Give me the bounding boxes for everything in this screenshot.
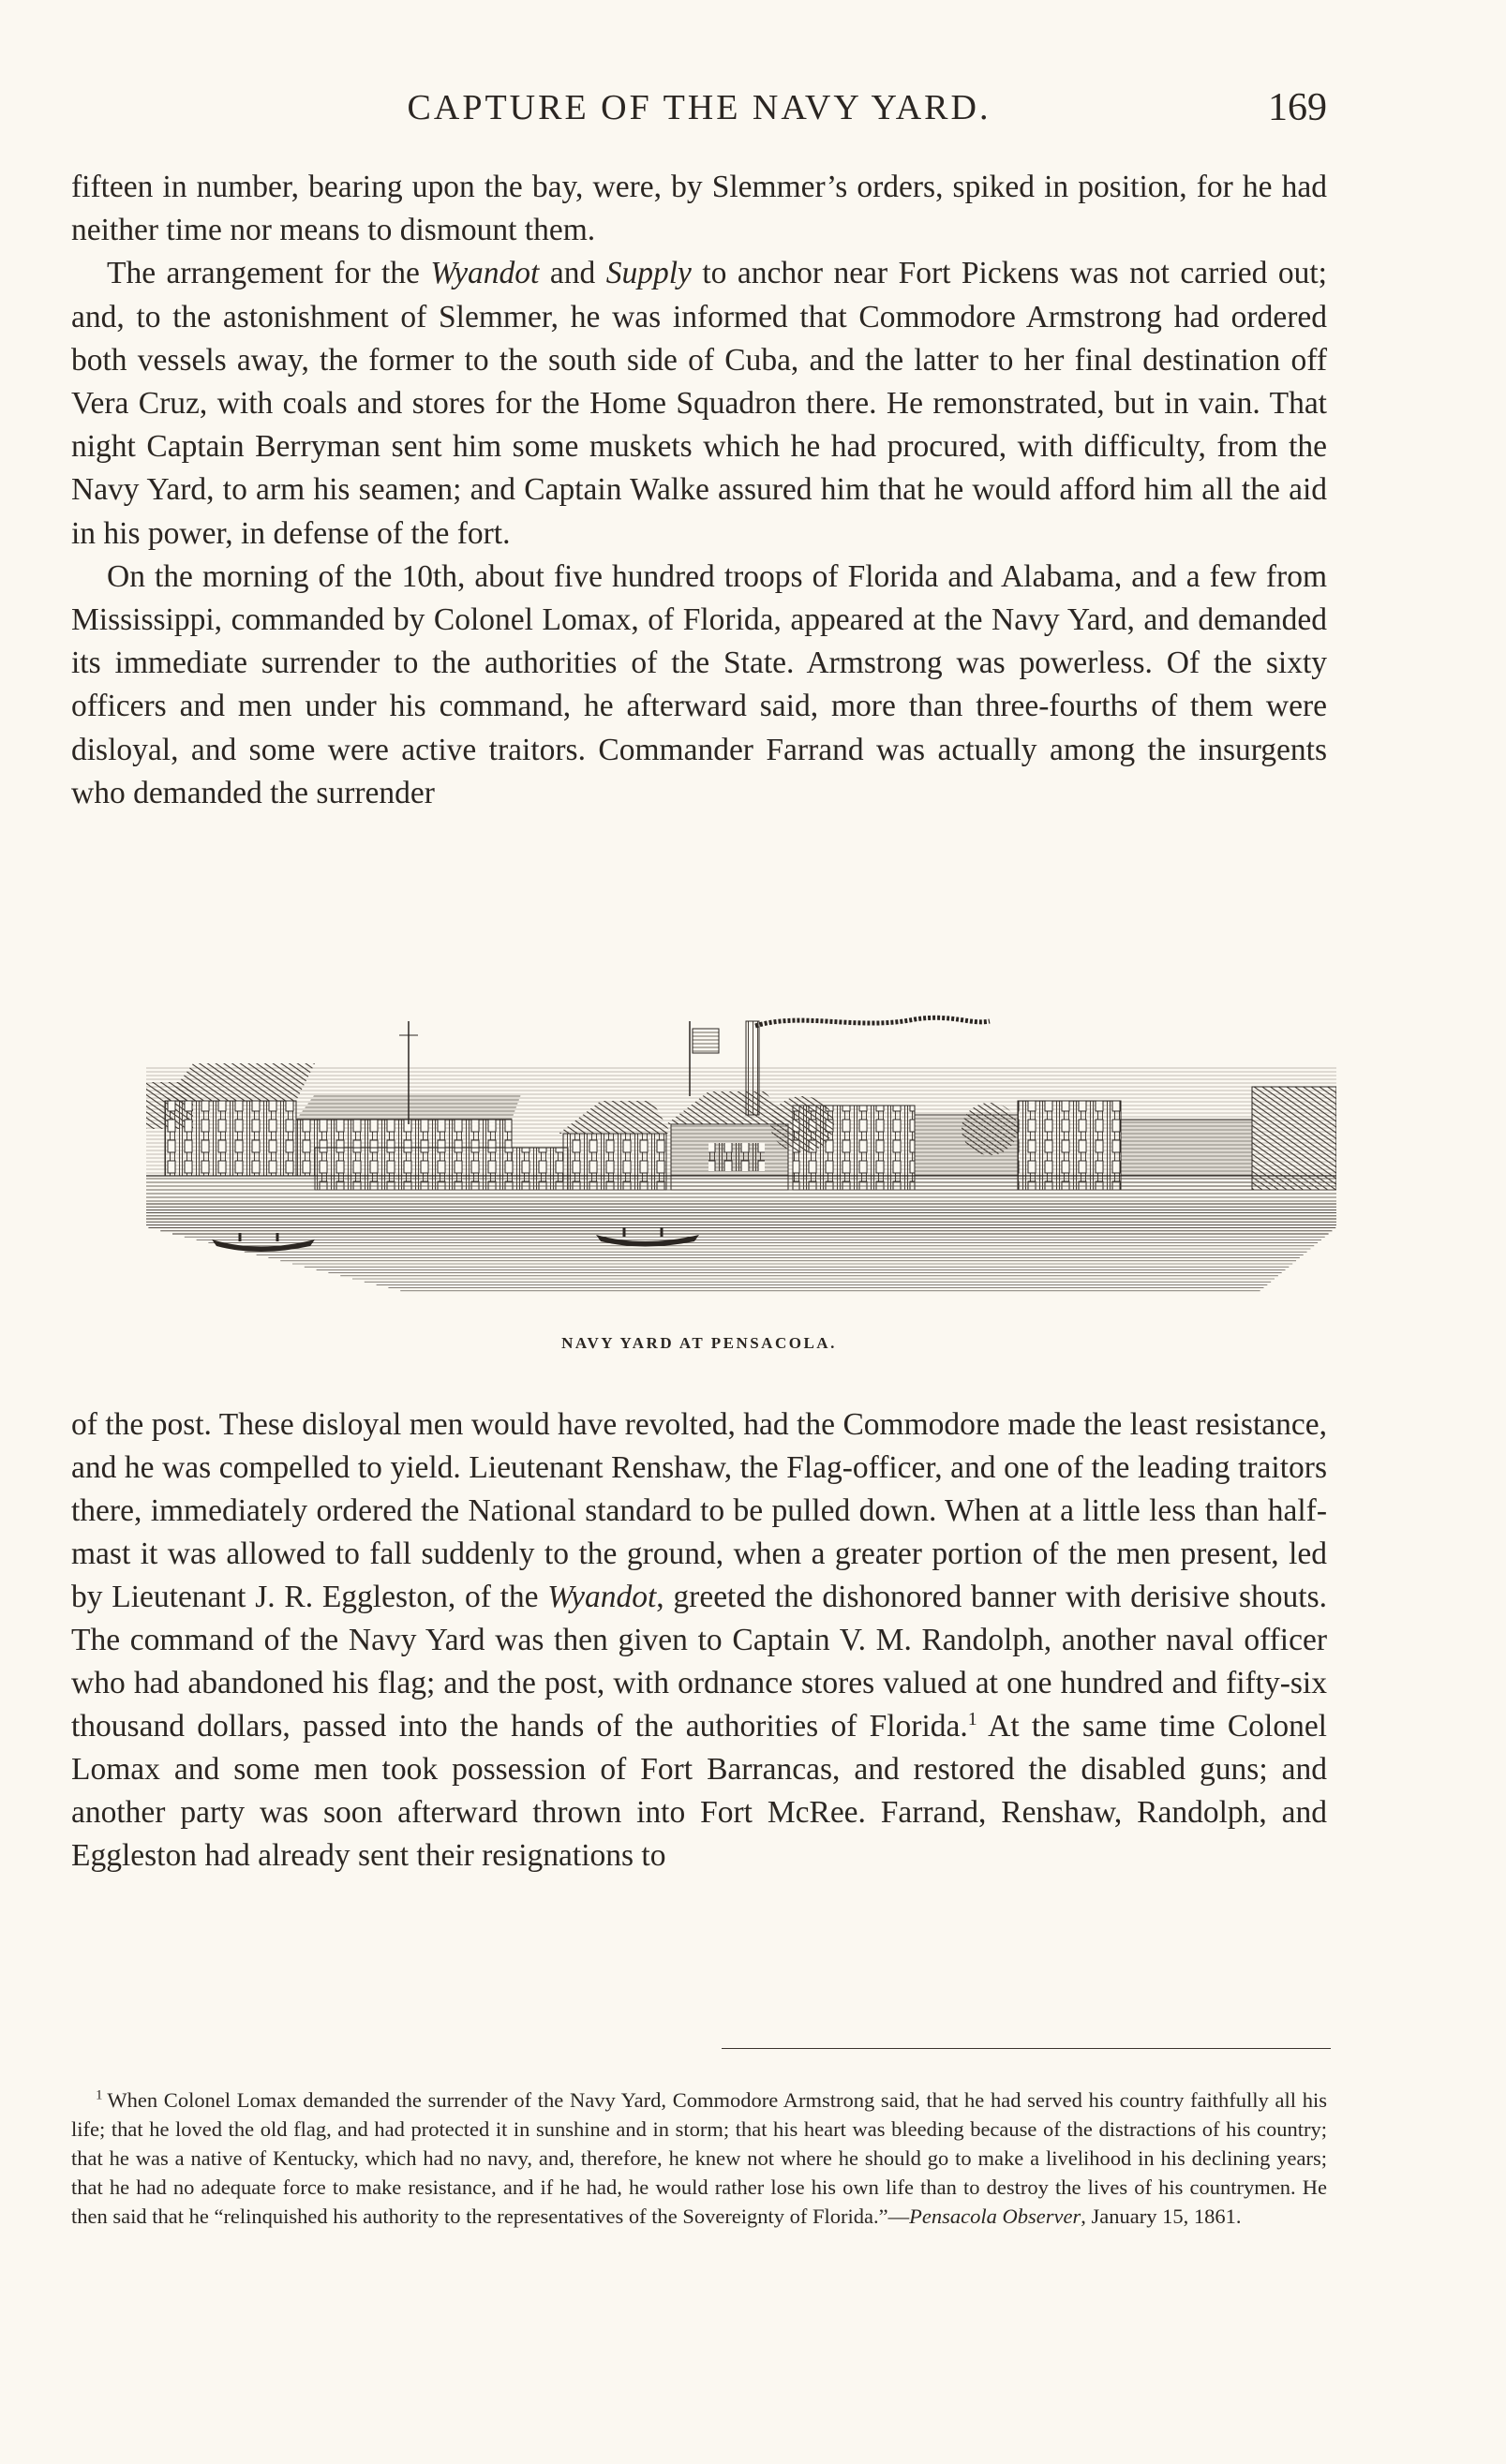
paragraph-text: At the same time Colonel Lomax and some men took possession of Fort Barrancas, and restored the disabled guns; and another party was soon afterward thrown into Fort McRee. Farrand, Renshaw, Randolph, and Eggleston had already sent their resignations to	[71, 1709, 1327, 1873]
italic-text: Wyandot	[547, 1580, 657, 1614]
footnote-rule	[722, 2048, 1331, 2049]
page-number: 169	[1268, 86, 1327, 129]
paragraph-bottom-0	[71, 1403, 1327, 1878]
italic-text: Supply	[605, 256, 692, 291]
footnote-reference: 1	[967, 1708, 977, 1729]
body-text-bottom	[71, 1403, 1327, 1878]
footnote-text: , January 15, 1861.	[1081, 2204, 1242, 2228]
paragraph-text: , greeted the dishonored banner with derisive shouts. The command of the Navy Yard was then given to Captain V. M. Randolph, another naval officer who had abandoned his flag; and the post, with ordnance stores valued at one hundred and fifty-six thousand dollars, passed into the hands of the authorities of Florida.	[71, 1580, 1327, 1744]
rowboat-center	[596, 1235, 699, 1247]
italic-text: Pensacola Observer	[909, 2204, 1081, 2228]
paragraph-top-0	[71, 166, 1327, 252]
footnote-marker: 1	[96, 2087, 108, 2103]
footnote-text: When Colonel Lomax demanded the surrender of the Navy Yard, Commodore Armstrong said, that he had served his country faithfully all his life; that he loved the old flag, and had protected it in sunshine and in storm; that his heart was bleeding because of the distractions of his country; that he was a native of Kentucky, which had no navy, and, therefore, he knew not where he should go to make a livelihood in his declining years; that he had no adequate force to make resistance, and if he had, he would rather lose his own life than to destroy the lives of his countrymen. He then said that he “relinquished his authority to the representatives of the Sovereignty of Florida.”—	[71, 2088, 1328, 2228]
figure-caption: NAVY YARD AT PENSACOLA.	[561, 1334, 837, 1352]
engraving-illustration	[146, 1012, 1336, 1293]
paragraph-text: The arrangement for the	[107, 256, 431, 291]
footnote-paragraph	[71, 2085, 1327, 2231]
paragraph-text: to anchor near Fort Pickens was not carried out; and, to the astonishment of Slemmer, he was informed that Commodore Armstrong had ordered both vessels away, the former to the south side of Cuba, and the latter to her final destination off Vera Cruz, with coals and stores for the Home Squadron there. He remonstrated, but in vain. That night Captain Berryman sent him some muskets which he had procured, with difficulty, from the Navy Yard, to arm his seamen; and Captain Walke assured him that he would afford him all the aid in his power, in defense of the fort.	[71, 256, 1327, 551]
italic-text: Wyandot	[430, 256, 540, 291]
paragraph-text: fifteen in number, bearing upon the bay, were, by Slemmer’s orders, spiked in position, for he had neither time nor means to dismount them.	[71, 170, 1327, 248]
paragraph-top-2	[71, 556, 1327, 815]
footnote	[71, 2085, 1327, 2231]
body-text-top	[71, 166, 1327, 815]
paragraph-top-1	[71, 252, 1327, 555]
navy-yard-engraving	[146, 1012, 1336, 1293]
paragraph-text: of the post. These disloyal men would have revolted, had the Commodore made the least resistance, and he was compelled to yield. Lieutenant Renshaw, the Flag-officer, and one of the leading traitors there, immediately ordered the National standard to be pulled down. When at a little less than half-mast it was allowed to fall suddenly to the ground, when a greater portion of the men present, led by Lieutenant J. R. Eggleston, of the	[71, 1407, 1327, 1614]
running-head	[71, 84, 1327, 131]
paragraph-text: and	[539, 256, 606, 291]
paragraph-text: On the morning of the 10th, about five hundred troops of Florida and Alabama, and a few from Mississippi, commanded by Colonel Lomax, of Florida, appeared at the Navy Yard, and demanded its immediate surrender to the authorities of the State. Armstrong was powerless. Of the sixty officers and men under his command, he afterward said, more than three-fourths of them were disloyal, and some were active traitors. Commander Farrand was actually among the insurgents who demanded the surrender	[71, 558, 1327, 810]
running-title: CAPTURE OF THE NAVY YARD.	[407, 88, 992, 127]
